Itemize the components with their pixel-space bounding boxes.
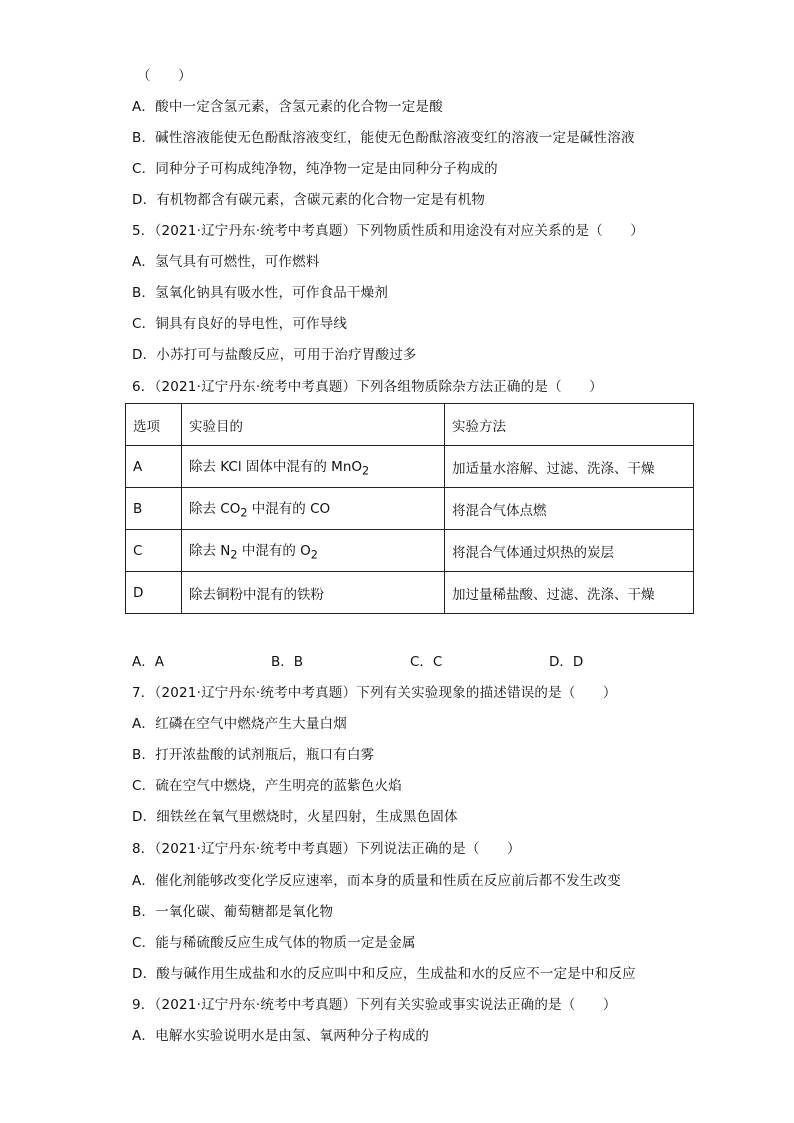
q5-option-c: C．铜具有良好的导电性，可作导线 bbox=[132, 316, 348, 332]
row-method: 加适量水溶解、过滤、洗涤、干燥 bbox=[445, 446, 694, 488]
q8-option-b: B．一氧化碳、葡萄糖都是氧化物 bbox=[132, 904, 334, 920]
q9-option-a: A．电解水实验说明水是由氢、氧两种分子构成的 bbox=[132, 1028, 430, 1044]
q8-stem: 8．（2021·辽宁丹东·统考中考真题）下列说法正确的是（ ） bbox=[132, 841, 521, 857]
q7-option-a: A．红磷在空气中燃烧产生大量白烟 bbox=[132, 716, 347, 732]
table-row bbox=[126, 488, 694, 530]
row-method: 将混合气体通过炽热的炭层 bbox=[445, 530, 694, 572]
q8-option-d: D．酸与碱作用生成盐和水的反应叫中和反应，生成盐和水的反应不一定是中和反应 bbox=[132, 966, 636, 982]
q6-answer-options bbox=[0, 653, 794, 671]
row-purpose: 除去铜粉中混有的铁粉 bbox=[182, 572, 445, 614]
q6-options-table bbox=[125, 403, 694, 614]
q4-option-d: D．有机物都含有碳元素，含碳元素的化合物一定是有机物 bbox=[132, 192, 486, 208]
q5-option-a: A．氢气具有可燃性，可作燃料 bbox=[132, 254, 320, 270]
row-option: A bbox=[126, 446, 182, 488]
q5-option-d: D．小苏打可与盐酸反应，可用于治疗胃酸过多 bbox=[132, 347, 417, 363]
row-purpose: 除去 $CO_2$ 中混有的 CO bbox=[182, 488, 445, 530]
q6-stem: 6．（2021·辽宁丹东·统考中考真题）下列各组物质除杂方法正确的是（ ） bbox=[132, 379, 603, 395]
q7-option-c: C．硫在空气中燃烧，产生明亮的蓝紫色火焰 bbox=[132, 778, 402, 794]
row-purpose: 除去 $N_2$ 中混有的 $O_2$ bbox=[182, 530, 445, 572]
q6-answer-c: C．C bbox=[410, 654, 443, 670]
q4-answer-paren: （ ） bbox=[137, 68, 192, 84]
header-method: 实验方法 bbox=[445, 404, 694, 446]
q7-option-b: B．打开浓盐酸的试剂瓶后，瓶口有白雾 bbox=[132, 747, 375, 763]
q5-option-b: B．氢氧化钠具有吸水性，可作食品干燥剂 bbox=[132, 285, 389, 301]
q4-option-a: A．酸中一定含氢元素，含氢元素的化合物一定是酸 bbox=[132, 99, 443, 115]
table-row bbox=[126, 572, 694, 614]
row-option: C bbox=[126, 530, 182, 572]
q5-stem: 5．（2021·辽宁丹东·统考中考真题）下列物质性质和用途没有对应关系的是（ ） bbox=[132, 223, 644, 239]
table-row bbox=[126, 446, 694, 488]
q7-option-d: D．细铁丝在氧气里燃烧时，火星四射，生成黑色固体 bbox=[132, 809, 458, 825]
table-row bbox=[126, 530, 694, 572]
q8-option-a: A．催化剂能够改变化学反应速率，而本身的质量和性质在反应前后都不发生改变 bbox=[132, 873, 621, 889]
row-option: D bbox=[126, 572, 182, 614]
q6-answer-b: B．B bbox=[271, 654, 304, 670]
q7-stem: 7．（2021·辽宁丹东·统考中考真题）下列有关实验现象的描述错误的是（ ） bbox=[132, 685, 617, 701]
row-method: 将混合气体点燃 bbox=[445, 488, 694, 530]
header-purpose: 实验目的 bbox=[182, 404, 445, 446]
q8-option-c: C．能与稀硫酸反应生成气体的物质一定是金属 bbox=[132, 935, 416, 951]
row-method: 加过量稀盐酸、过滤、洗涤、干燥 bbox=[445, 572, 694, 614]
q9-stem: 9．（2021·辽宁丹东·统考中考真题）下列有关实验或事实说法正确的是（ ） bbox=[132, 997, 617, 1013]
q6-answer-a: A．A bbox=[132, 654, 164, 670]
q4-option-b: B．碱性溶液能使无色酚酞溶液变红，能使无色酚酞溶液变红的溶液一定是碱性溶液 bbox=[132, 130, 635, 146]
row-purpose: 除去 KCl 固体中混有的 MnO$_2$ bbox=[182, 446, 445, 488]
q4-option-c: C．同种分子可构成纯净物，纯净物一定是由同种分子构成的 bbox=[132, 161, 498, 177]
table-header-row bbox=[126, 404, 694, 446]
q6-answer-d: D．D bbox=[549, 654, 584, 670]
header-option: 选项 bbox=[126, 404, 182, 446]
row-option: B bbox=[126, 488, 182, 530]
